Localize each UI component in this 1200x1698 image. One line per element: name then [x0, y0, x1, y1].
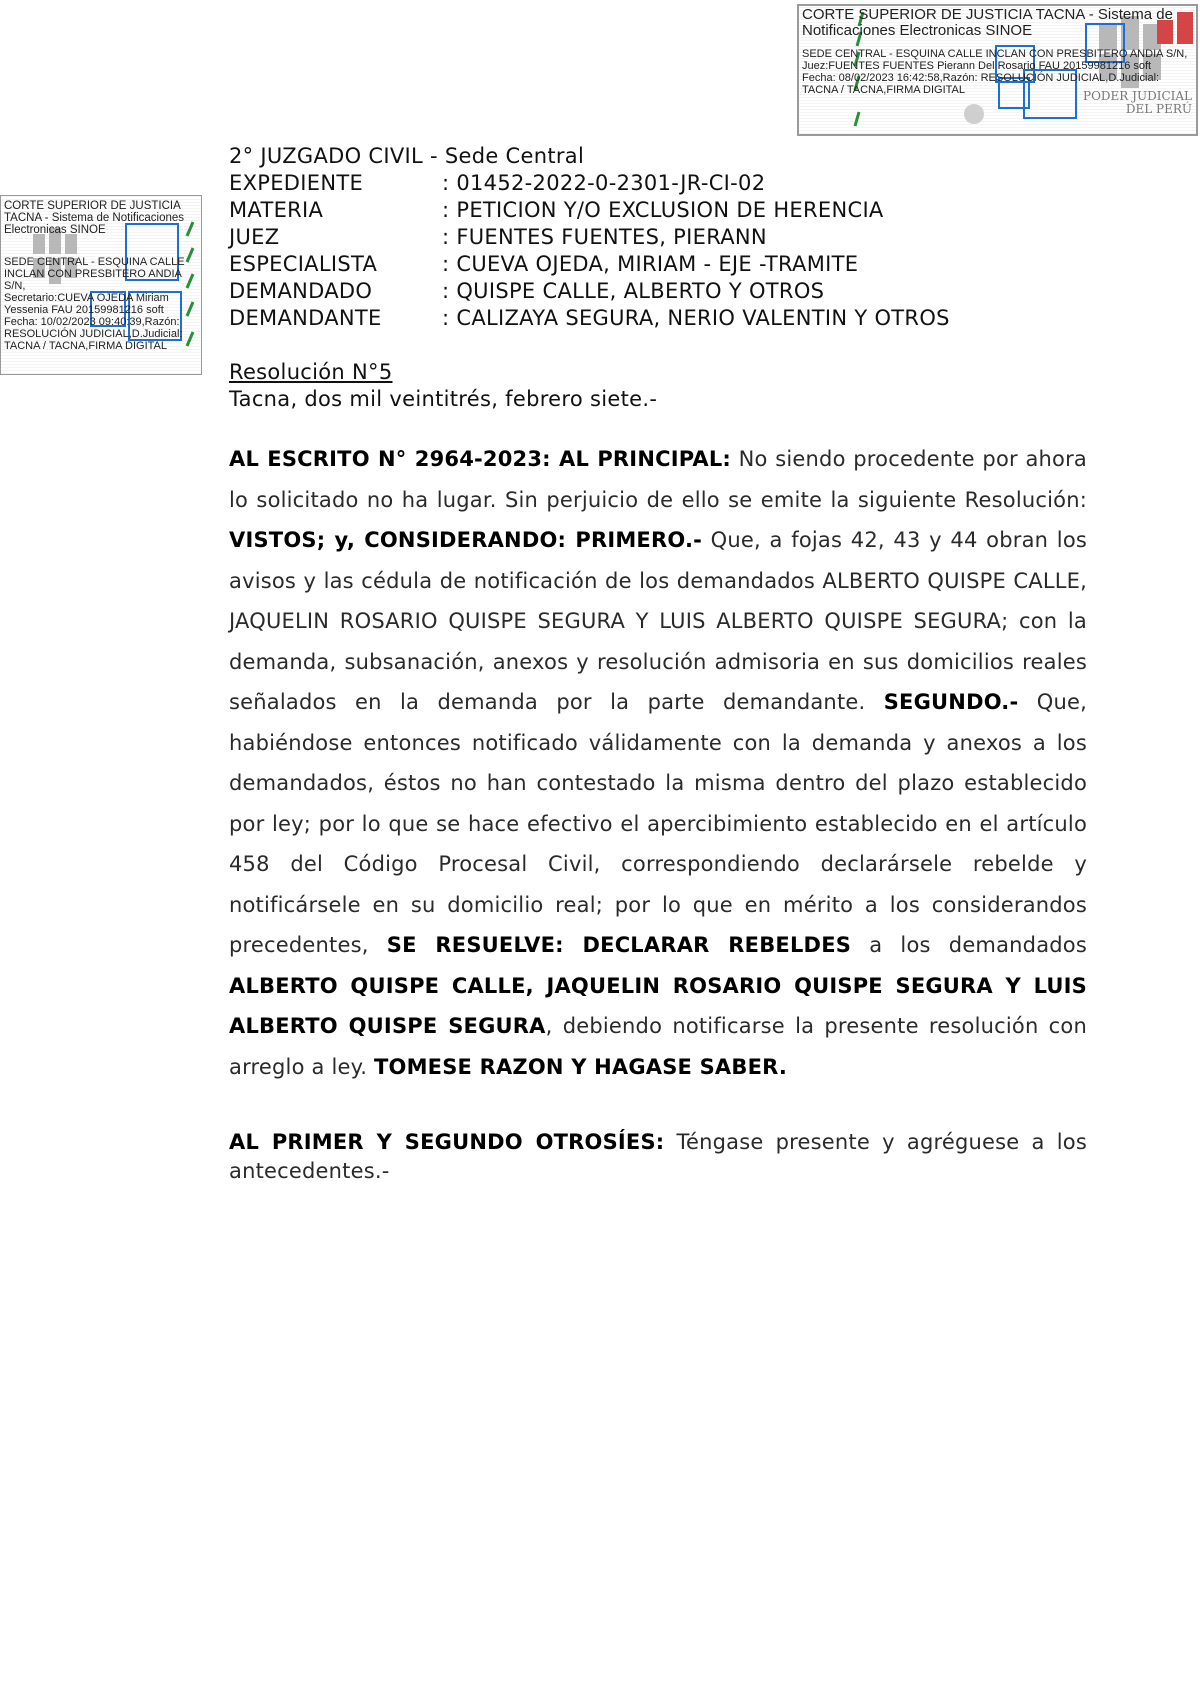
- header-label: DEMANDADO: [229, 279, 373, 303]
- signature-stamp-judge: [797, 4, 1198, 136]
- header-label: JUEZ: [229, 225, 280, 249]
- body-text: Que, habiéndose entonces notificado válidamente con la demanda y anexos a los demandados, éstos no han contestado la misma dentro del plazo establecido por ley; por lo que se hace efectivo el apercibimiento establecido en el artículo 458 del Código Procesal Civil, correspondiendo declarársele rebelde y notificársele en su domicilio real; por lo que en mérito a los considerandos precedentes,: [229, 690, 1087, 957]
- stamp-details: SEDE CENTRAL - ESQUINA CALLE INCLAN CON PRESBITERO ANDIA S/N, Juez:FUENTES FUENTES Pierann Del Rosario FAU 20159981216 soft Fecha: 08/02/2023 16:42:58,Razón: RESOLUCIÓN JUDICIAL,D.Judicial: TACNA / TACNA,FIRMA DIGITAL: [802, 48, 1188, 96]
- body-vistos: VISTOS; y, CONSIDERANDO: PRIMERO.-: [229, 528, 703, 552]
- body-lead: AL ESCRITO N° 2964-2023: AL PRINCIPAL:: [229, 447, 732, 471]
- stamp-title: CORTE SUPERIOR DE JUSTICIA TACNA - Sistema de Notificaciones Electronicas SINOE: [802, 6, 1173, 39]
- stamp-title: CORTE SUPERIOR DE JUSTICIA TACNA - Sistema de Notificaciones Electronicas SINOE: [4, 200, 185, 236]
- otrosies-paragraph: [229, 1128, 1087, 1186]
- body-text: a los demandados: [851, 933, 1087, 957]
- header-value: : FUENTES FUENTES, PIERANN: [442, 225, 767, 249]
- resolution-date: Tacna, dos mil veintitrés, febrero siete.-: [229, 387, 658, 411]
- resolution-body: [229, 439, 1087, 1087]
- header-label: MATERIA: [229, 198, 324, 222]
- body-segundo: SEGUNDO.-: [883, 690, 1019, 714]
- body-tomese: TOMESE RAZON Y HAGASE SABER.: [374, 1054, 788, 1079]
- body-text: Que, a fojas 42, 43 y 44 obran los avisos y las cédula de notificación de los demandados ALBERTO QUISPE CALLE, JAQUELIN ROSARIO QUISPE SEGURA Y LUIS ALBERTO QUISPE SEGURA; con la demanda, subsanación, anexos y resolución admisoria en sus domicilios reales señalados en la demanda por la parte demandante.: [229, 528, 1088, 714]
- body-text: No siendo procedente por ahora lo solicitado no ha lugar. Sin perjuicio de ello se emite la siguiente Resolución:: [229, 447, 1087, 512]
- header-label: EXPEDIENTE: [229, 171, 364, 195]
- header-value: : PETICION Y/O EXCLUSION DE HERENCIA: [442, 198, 884, 222]
- header-value: : 01452-2022-0-2301-JR-CI-02: [442, 171, 766, 195]
- court-name: 2° JUZGADO CIVIL - Sede Central: [229, 144, 585, 168]
- header-value: : QUISPE CALLE, ALBERTO Y OTROS: [442, 279, 825, 303]
- stamp-details: SEDE CENTRAL - ESQUINA CALLE INCLAN CON PRESBITERO ANDIA S/N, Secretario:CUEVA OJEDA Miriam Yessenia FAU 20159981216 soft Fecha: 10/02/2023 09:40:39,Razón: RESOLUCIÓN JUDICIAL,D.Judicial: TACNA / TACNA,FIRMA DIGITAL: [4, 256, 185, 352]
- body-names: ALBERTO QUISPE CALLE, JAQUELIN ROSARIO QUISPE SEGURA Y LUIS ALBERTO QUISPE SEGURA: [229, 973, 1087, 1038]
- header-label: ESPECIALISTA: [229, 252, 378, 276]
- header-label: DEMANDANTE: [229, 306, 382, 330]
- body-text: , debiendo notificarse la presente resolución con arreglo a ley.: [229, 1014, 1087, 1079]
- header-value: : CUEVA OJEDA, MIRIAM - EJE -TRAMITE: [442, 252, 859, 276]
- otrosies-text: Téngase presente y agréguese a los antecedentes.-: [229, 1130, 1087, 1183]
- stamp-seal-text: PODER JUDICIAL DEL PERÚ: [1083, 89, 1192, 116]
- otrosies-lead: AL PRIMER Y SEGUNDO OTROSÍES:: [229, 1130, 665, 1154]
- signature-stamp-secretary: [0, 195, 202, 375]
- header-value: : CALIZAYA SEGURA, NERIO VALENTIN Y OTROS: [442, 306, 950, 330]
- body-resuelve: SE RESUELVE: DECLARAR REBELDES: [386, 933, 852, 957]
- resolution-number: Resolución N°5: [229, 360, 393, 384]
